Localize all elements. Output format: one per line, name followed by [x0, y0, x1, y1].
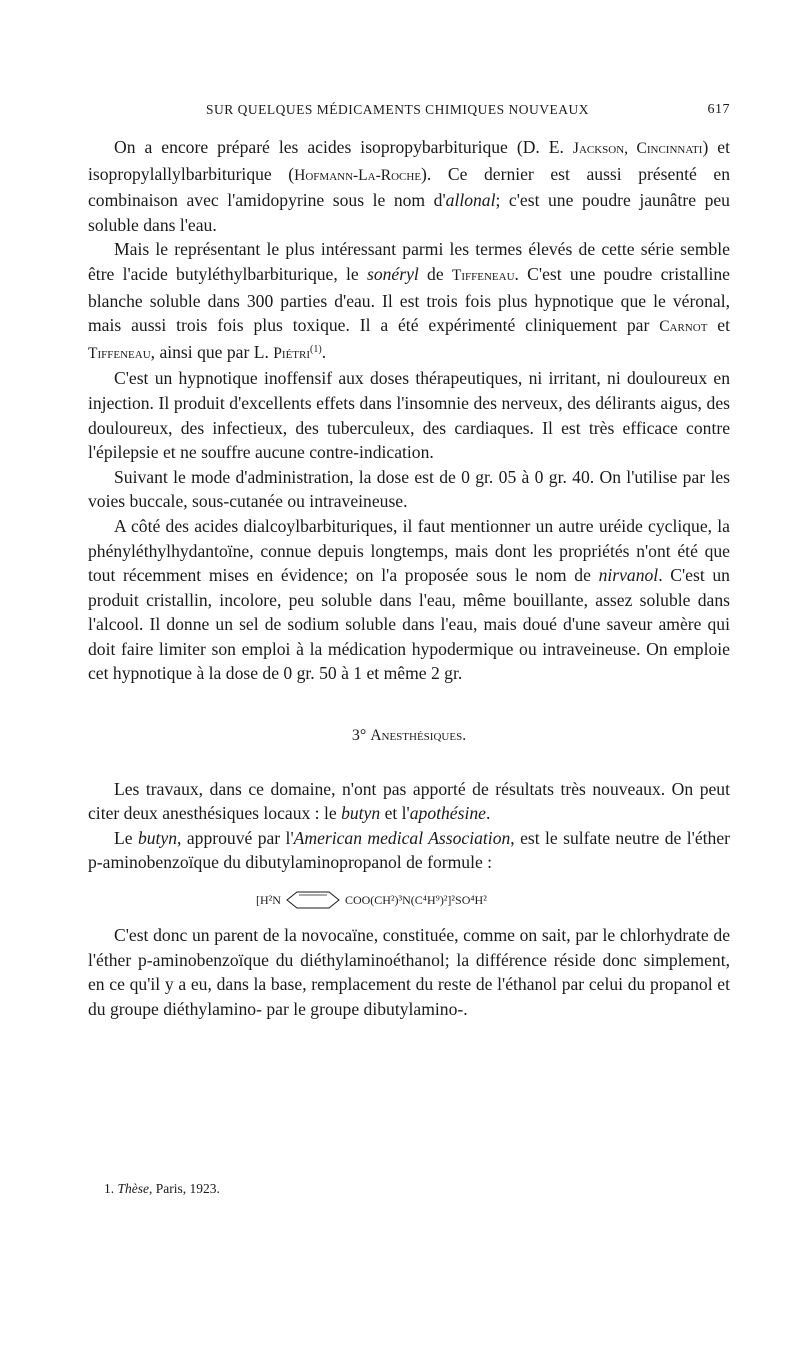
text-run: . C'est un produit cristallin, incolore, peu soluble dans l'eau, même bouillante, assez soluble dans l'alcool. Il donne un sel de sodium soluble dans l'eau, mais doué d'une saveur amère qui doit faire limiter son emploi à la médication hypodermique ou intraveineuse. On emploie cet hypnotique à la dose de 0 gr. 50 à 1 et même 2 gr.: [88, 565, 730, 684]
body-text: [88, 135, 730, 1021]
drug-name: allonal: [445, 190, 496, 211]
paragraph-6: [88, 777, 730, 826]
drug-name: apothésine: [409, 803, 486, 824]
text-run: de: [418, 263, 452, 284]
section-heading: [88, 724, 730, 749]
text-run: , est le sulfate neutre de l'éther p-aminobenzoïque du dibutylaminopropanol de formule :: [88, 827, 730, 873]
text-run: , approuvé par l': [177, 827, 294, 848]
formula-left: [H²N: [256, 893, 281, 908]
drug-name: butyn: [341, 803, 381, 824]
text-run: et l': [380, 803, 410, 824]
author-name: Tiffeneau: [451, 266, 515, 284]
paragraph-7: [88, 826, 730, 875]
running-title: SUR QUELQUES MÉDICAMENTS CHIMIQUES NOUVEAUX: [206, 102, 590, 117]
formula-right: COO(CH²)³N(C⁴H⁹)²]²SO⁴H²: [344, 893, 487, 908]
text-run: ) et isopropylallylbarbiturique (: [88, 137, 730, 184]
text-run: A côté des acides dialcoylbarbituriques, il faut mentionner un autre uréide cyclique, la phényléthylhydantoïne, connue depuis longtemps, mais dont les propriétés n'ont été que tout récemment mises en évidence; on l'a proposée sous le nom de: [88, 515, 730, 586]
drug-name: butyn: [137, 827, 178, 848]
footnote-reference[interactable]: (1): [310, 343, 322, 355]
text-run: ). Ce dernier est aussi présenté en combinaison avec l'amidopyrine sous le nom d': [88, 163, 730, 211]
paragraph-3: C'est un hypnotique inoffensif aux doses thérapeutiques, ni irritant, ni douloureux en injection. Il produit d'excellents effets dans l'insomnie des nerveux, des délirants aigus, des douloureux, des infectieux, des tuberculeux, des cardiaques. Il est très efficace contre l'épilepsie et ne souffre aucune contre-indication.: [88, 368, 730, 463]
benzene-ring-icon: [285, 890, 341, 910]
text-run: , ainsi que par L.: [150, 341, 274, 362]
text-run: Mais le représentant le plus intéressant parmi les termes élevés de cette série semble être l'acide butyléthylbarbiturique, le: [88, 239, 730, 284]
footnote-title: Thèse: [117, 1181, 149, 1196]
paragraph-2: [88, 237, 730, 366]
company-name: Hofmann-La-Roche: [294, 166, 422, 184]
organization-name: American medical Association: [293, 827, 511, 848]
text-run: .: [485, 803, 491, 824]
author-name: Jackson, Cincinnati: [572, 140, 703, 157]
text-run: Le: [114, 827, 138, 848]
text-run: Les travaux, dans ce domaine, n'ont pas apporté de résultats très nouveaux. On peut citer deux anesthésiques locaux : le: [88, 778, 730, 824]
text-run: ; c'est une poudre jaunâtre peu soluble dans l'eau.: [88, 190, 730, 235]
author-name: Carnot: [659, 318, 708, 336]
text-run: . C'est une poudre cristalline blanche soluble dans 300 parties d'eau. Il est trois fois plus hypnotique que le véronal, mais aussi trois fois plus toxique. Il a été expérimenté cliniquement par: [88, 263, 730, 336]
page-number: 617: [707, 102, 730, 117]
paragraph-8: C'est donc un parent de la novocaïne, constituée, comme on sait, par le chlorhydrate de l'éther p-aminobenzoïque du diéthylaminoéthanol; la différence réside donc simplement, en ce qu'il y a eu, dans la base, remplacement du reste de l'éthanol par celui du propanol et du groupe diéthylamino- par le groupe dibutylamino-.: [88, 925, 730, 1019]
paragraph-4: Suivant le mode d'administration, la dose est de 0 gr. 05 à 0 gr. 40. On l'utilise par les voies buccale, sous-cutanée ou intraveineuse.: [88, 466, 730, 512]
footnote: [104, 1181, 220, 1197]
section-title: Anesthésiques.: [370, 727, 467, 745]
chemical-formula: [256, 889, 730, 911]
text-run: .: [321, 341, 327, 362]
drug-name: nirvanol: [598, 565, 659, 586]
drug-name: sonéryl: [366, 263, 419, 284]
author-name: Tiffeneau: [88, 344, 151, 362]
text-run: On a encore préparé les acides isopropybarbiturique (D. E.: [114, 137, 573, 157]
author-name: Piétri: [273, 344, 311, 362]
footnote-number: 1.: [104, 1181, 115, 1196]
text-run: et: [707, 315, 730, 336]
paragraph-1: [88, 135, 730, 237]
footnote-text: , Paris, 1923.: [149, 1181, 220, 1196]
section-number: 3°: [351, 727, 367, 745]
paragraph-5: [88, 514, 730, 686]
